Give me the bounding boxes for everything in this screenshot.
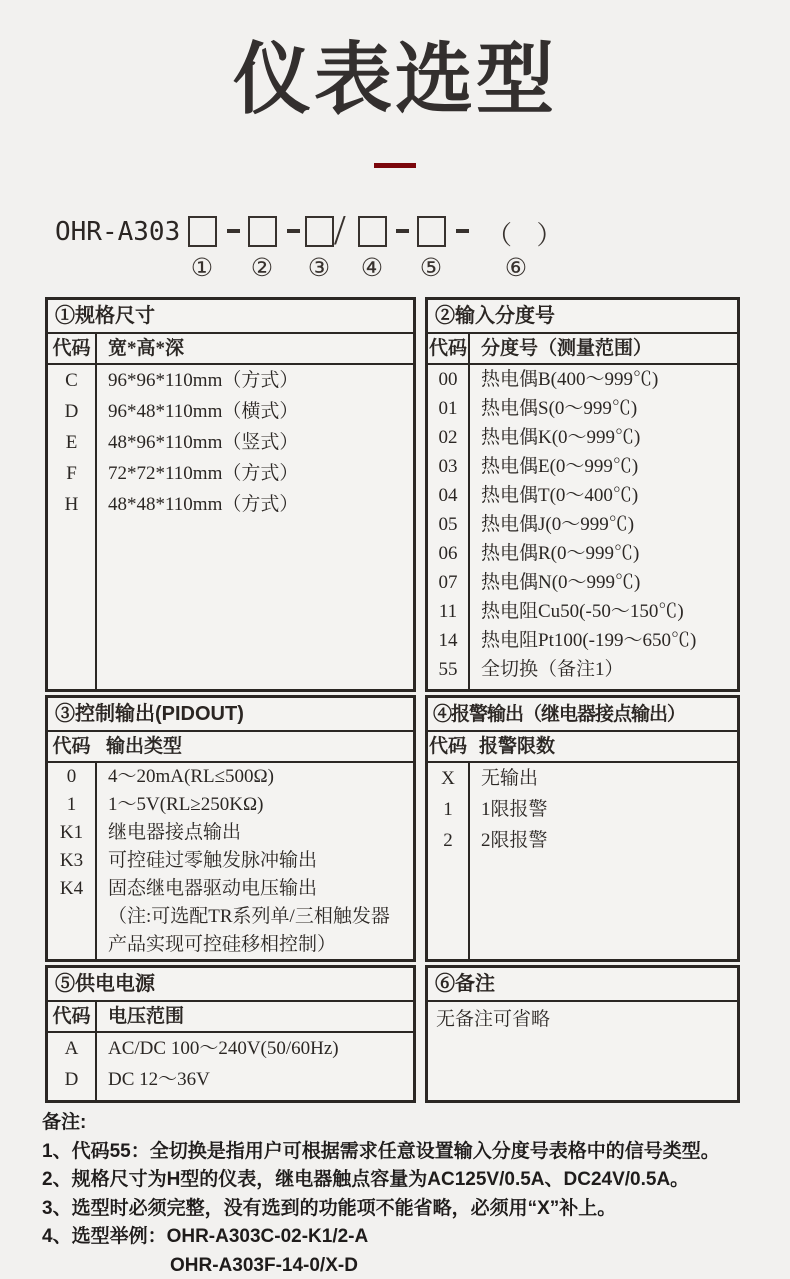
row-code: D — [64, 1069, 79, 1090]
header-code: 代码 — [52, 736, 91, 757]
table-row — [48, 1033, 413, 1064]
header-desc: 报警限数 — [479, 736, 556, 757]
model-circle-5: ⑤ — [419, 255, 443, 282]
table-row — [48, 1064, 413, 1095]
table-row — [48, 365, 413, 396]
model-box-1 — [188, 216, 217, 247]
table-header — [48, 1002, 413, 1033]
row-code: 07 — [438, 572, 458, 593]
notes-heading: 备注: — [42, 1112, 87, 1133]
row-code: 1 — [443, 799, 453, 820]
header-code: 代码 — [48, 334, 97, 363]
model-box-3 — [305, 216, 334, 247]
row-desc: 产品实现可控硅移相控制） — [108, 934, 337, 955]
row-desc: 2限报警 — [481, 830, 548, 851]
dash-separator — [287, 229, 300, 233]
row-code: X — [441, 768, 455, 789]
model-box-2 — [248, 216, 277, 247]
header-desc: 输出类型 — [106, 736, 183, 757]
row-desc: 继电器接点输出 — [108, 822, 242, 843]
note-line-2: 2、规格尺寸为H型的仪表，继电器触点容量为AC125V/0.5A、DC24V/0.5A。 — [42, 1169, 690, 1190]
row-desc: 48*48*110mm（方式） — [108, 494, 299, 515]
row-code — [48, 903, 95, 931]
table-body — [48, 365, 413, 689]
table-row — [48, 791, 413, 819]
table-row — [428, 655, 737, 684]
note-line-3: 3、选型时必须完整，没有选到的功能项不能省略，必须用“X”补上。 — [42, 1197, 617, 1219]
table-spec-size — [45, 297, 416, 692]
row-code: 0 — [66, 766, 77, 787]
table-header — [428, 732, 737, 763]
row-desc: 热电偶N(0～999℃) — [481, 572, 641, 593]
table-body — [48, 1033, 413, 1100]
section-title: ④报警输出（继电器接点输出） — [428, 698, 737, 732]
row-desc: 4～20mA(RL≤500Ω) — [108, 766, 274, 787]
row-desc: AC/DC 100～240V(50/60Hz) — [108, 1038, 339, 1059]
table-row — [428, 626, 737, 655]
table-row — [48, 763, 413, 791]
row-code: D — [64, 401, 79, 422]
row-desc: 热电阻Cu50(-50～150℃) — [481, 601, 684, 622]
table-row — [48, 847, 413, 875]
model-circle-2: ② — [250, 255, 274, 282]
table-row — [48, 819, 413, 847]
header-desc: 电压范围 — [108, 1006, 185, 1027]
footnotes — [42, 1109, 758, 1279]
row-desc: 全切换（备注1） — [481, 659, 624, 680]
section-title: ②输入分度号 — [428, 300, 737, 334]
table-header — [48, 334, 413, 365]
row-code: 1 — [66, 794, 77, 815]
header-code: 代码 — [428, 736, 467, 757]
header-desc: 分度号（测量范围） — [481, 338, 653, 359]
option-tables-grid — [45, 297, 740, 1103]
row-desc: 1限报警 — [481, 799, 548, 820]
slash-separator: / — [334, 208, 346, 254]
row-desc: 1～5V(RL≥250KΩ) — [108, 794, 264, 815]
table-body — [428, 763, 737, 959]
page-title: 仪表选型 — [232, 35, 557, 123]
table-row — [48, 489, 413, 520]
row-code: K3 — [59, 850, 84, 871]
note-line-4: 4、选型举例：OHR-A303C-02-K1/2-A — [42, 1226, 369, 1247]
table-remark — [425, 965, 740, 1103]
table-alarm-output — [425, 695, 740, 962]
table-row — [428, 481, 737, 510]
row-code: H — [64, 494, 79, 515]
row-code: K4 — [59, 878, 84, 899]
title-divider — [374, 163, 416, 168]
section-title: ⑤供电电源 — [48, 968, 413, 1002]
row-desc: 无输出 — [481, 768, 539, 789]
table-body — [428, 1002, 737, 1100]
row-desc: 48*96*110mm（竖式） — [108, 432, 299, 453]
table-row — [428, 539, 737, 568]
table-body — [428, 365, 737, 689]
model-circle-6: ⑥ — [504, 255, 528, 282]
section-title: ③控制输出(PIDOUT) — [48, 698, 413, 732]
table-row — [428, 394, 737, 423]
remark-parens: （ ） — [486, 221, 572, 250]
table-header — [48, 732, 413, 763]
row-desc: 96*48*110mm（横式） — [108, 401, 299, 422]
table-control-output — [45, 695, 416, 962]
row-code: C — [65, 370, 78, 391]
row-code: 2 — [443, 830, 453, 851]
header-code: 代码 — [48, 1002, 97, 1031]
table-row — [428, 763, 737, 794]
row-code: 02 — [438, 427, 458, 448]
table-row — [48, 396, 413, 427]
table-body — [48, 763, 413, 959]
row-desc: DC 12～36V — [108, 1069, 210, 1090]
table-row — [428, 794, 737, 825]
row-code: 03 — [438, 456, 458, 477]
dash-separator — [456, 229, 469, 233]
table-row — [48, 931, 413, 959]
row-code: 11 — [438, 601, 458, 622]
table-row — [48, 458, 413, 489]
table-row — [428, 452, 737, 481]
note-line-5: OHR-A303F-14-0/X-D — [170, 1254, 358, 1276]
row-desc: 热电偶R(0～999℃) — [481, 543, 640, 564]
model-box-5 — [417, 216, 446, 247]
row-code: K1 — [59, 822, 84, 843]
dash-separator — [396, 229, 409, 233]
row-code: E — [65, 432, 78, 453]
table-input-division — [425, 297, 740, 692]
row-desc: 热电偶T(0～400℃) — [481, 485, 639, 506]
table-row — [428, 510, 737, 539]
row-code: 01 — [438, 398, 458, 419]
section-title: ⑥备注 — [428, 968, 737, 1002]
row-desc: 72*72*110mm（方式） — [108, 463, 299, 484]
row-desc: （注:可选配TR系列单/三相触发器 — [108, 906, 390, 927]
table-row — [48, 875, 413, 903]
row-code: 00 — [438, 369, 458, 390]
row-desc: 热电偶J(0～999℃) — [481, 514, 635, 535]
row-desc: 热电偶K(0～999℃) — [481, 427, 641, 448]
row-code: 14 — [438, 630, 458, 651]
row-desc: 热电阻Pt100(-199～650℃) — [481, 630, 697, 651]
header-desc: 宽*高*深 — [108, 338, 185, 359]
row-code: F — [66, 463, 77, 484]
header-code: 代码 — [428, 334, 470, 363]
table-power-supply — [45, 965, 416, 1103]
row-code — [48, 931, 95, 959]
row-code: 05 — [438, 514, 458, 535]
model-circle-4: ④ — [360, 255, 384, 282]
model-code-diagram — [0, 208, 790, 290]
table-row — [428, 423, 737, 452]
model-circle-1: ① — [190, 255, 214, 282]
row-desc: 热电偶E(0～999℃) — [481, 456, 639, 477]
model-circle-3: ③ — [307, 255, 331, 282]
table-row — [428, 825, 737, 856]
row-code: 06 — [438, 543, 458, 564]
table-row — [48, 427, 413, 458]
table-row — [428, 597, 737, 626]
row-desc: 热电偶S(0～999℃) — [481, 398, 638, 419]
note-line-1: 1、代码55：全切换是指用户可根据需求任意设置输入分度号表格中的信号类型。 — [42, 1140, 720, 1162]
model-box-4 — [358, 216, 387, 247]
table-row — [428, 365, 737, 394]
table-row — [428, 568, 737, 597]
row-code: 04 — [438, 485, 458, 506]
remark-text: 无备注可省略 — [436, 1009, 551, 1030]
table-row — [48, 903, 413, 931]
row-desc: 热电偶B(400～999℃) — [481, 369, 659, 390]
row-desc: 固态继电器驱动电压输出 — [108, 878, 318, 899]
dash-separator — [227, 229, 240, 233]
row-code: A — [64, 1038, 79, 1059]
row-code: 55 — [438, 659, 458, 680]
table-header — [428, 334, 737, 365]
model-prefix: OHR-A303 — [55, 217, 181, 247]
row-desc: 可控硅过零触发脉冲输出 — [108, 850, 318, 871]
section-title: ①规格尺寸 — [48, 300, 413, 334]
row-desc: 96*96*110mm（方式） — [108, 370, 299, 391]
